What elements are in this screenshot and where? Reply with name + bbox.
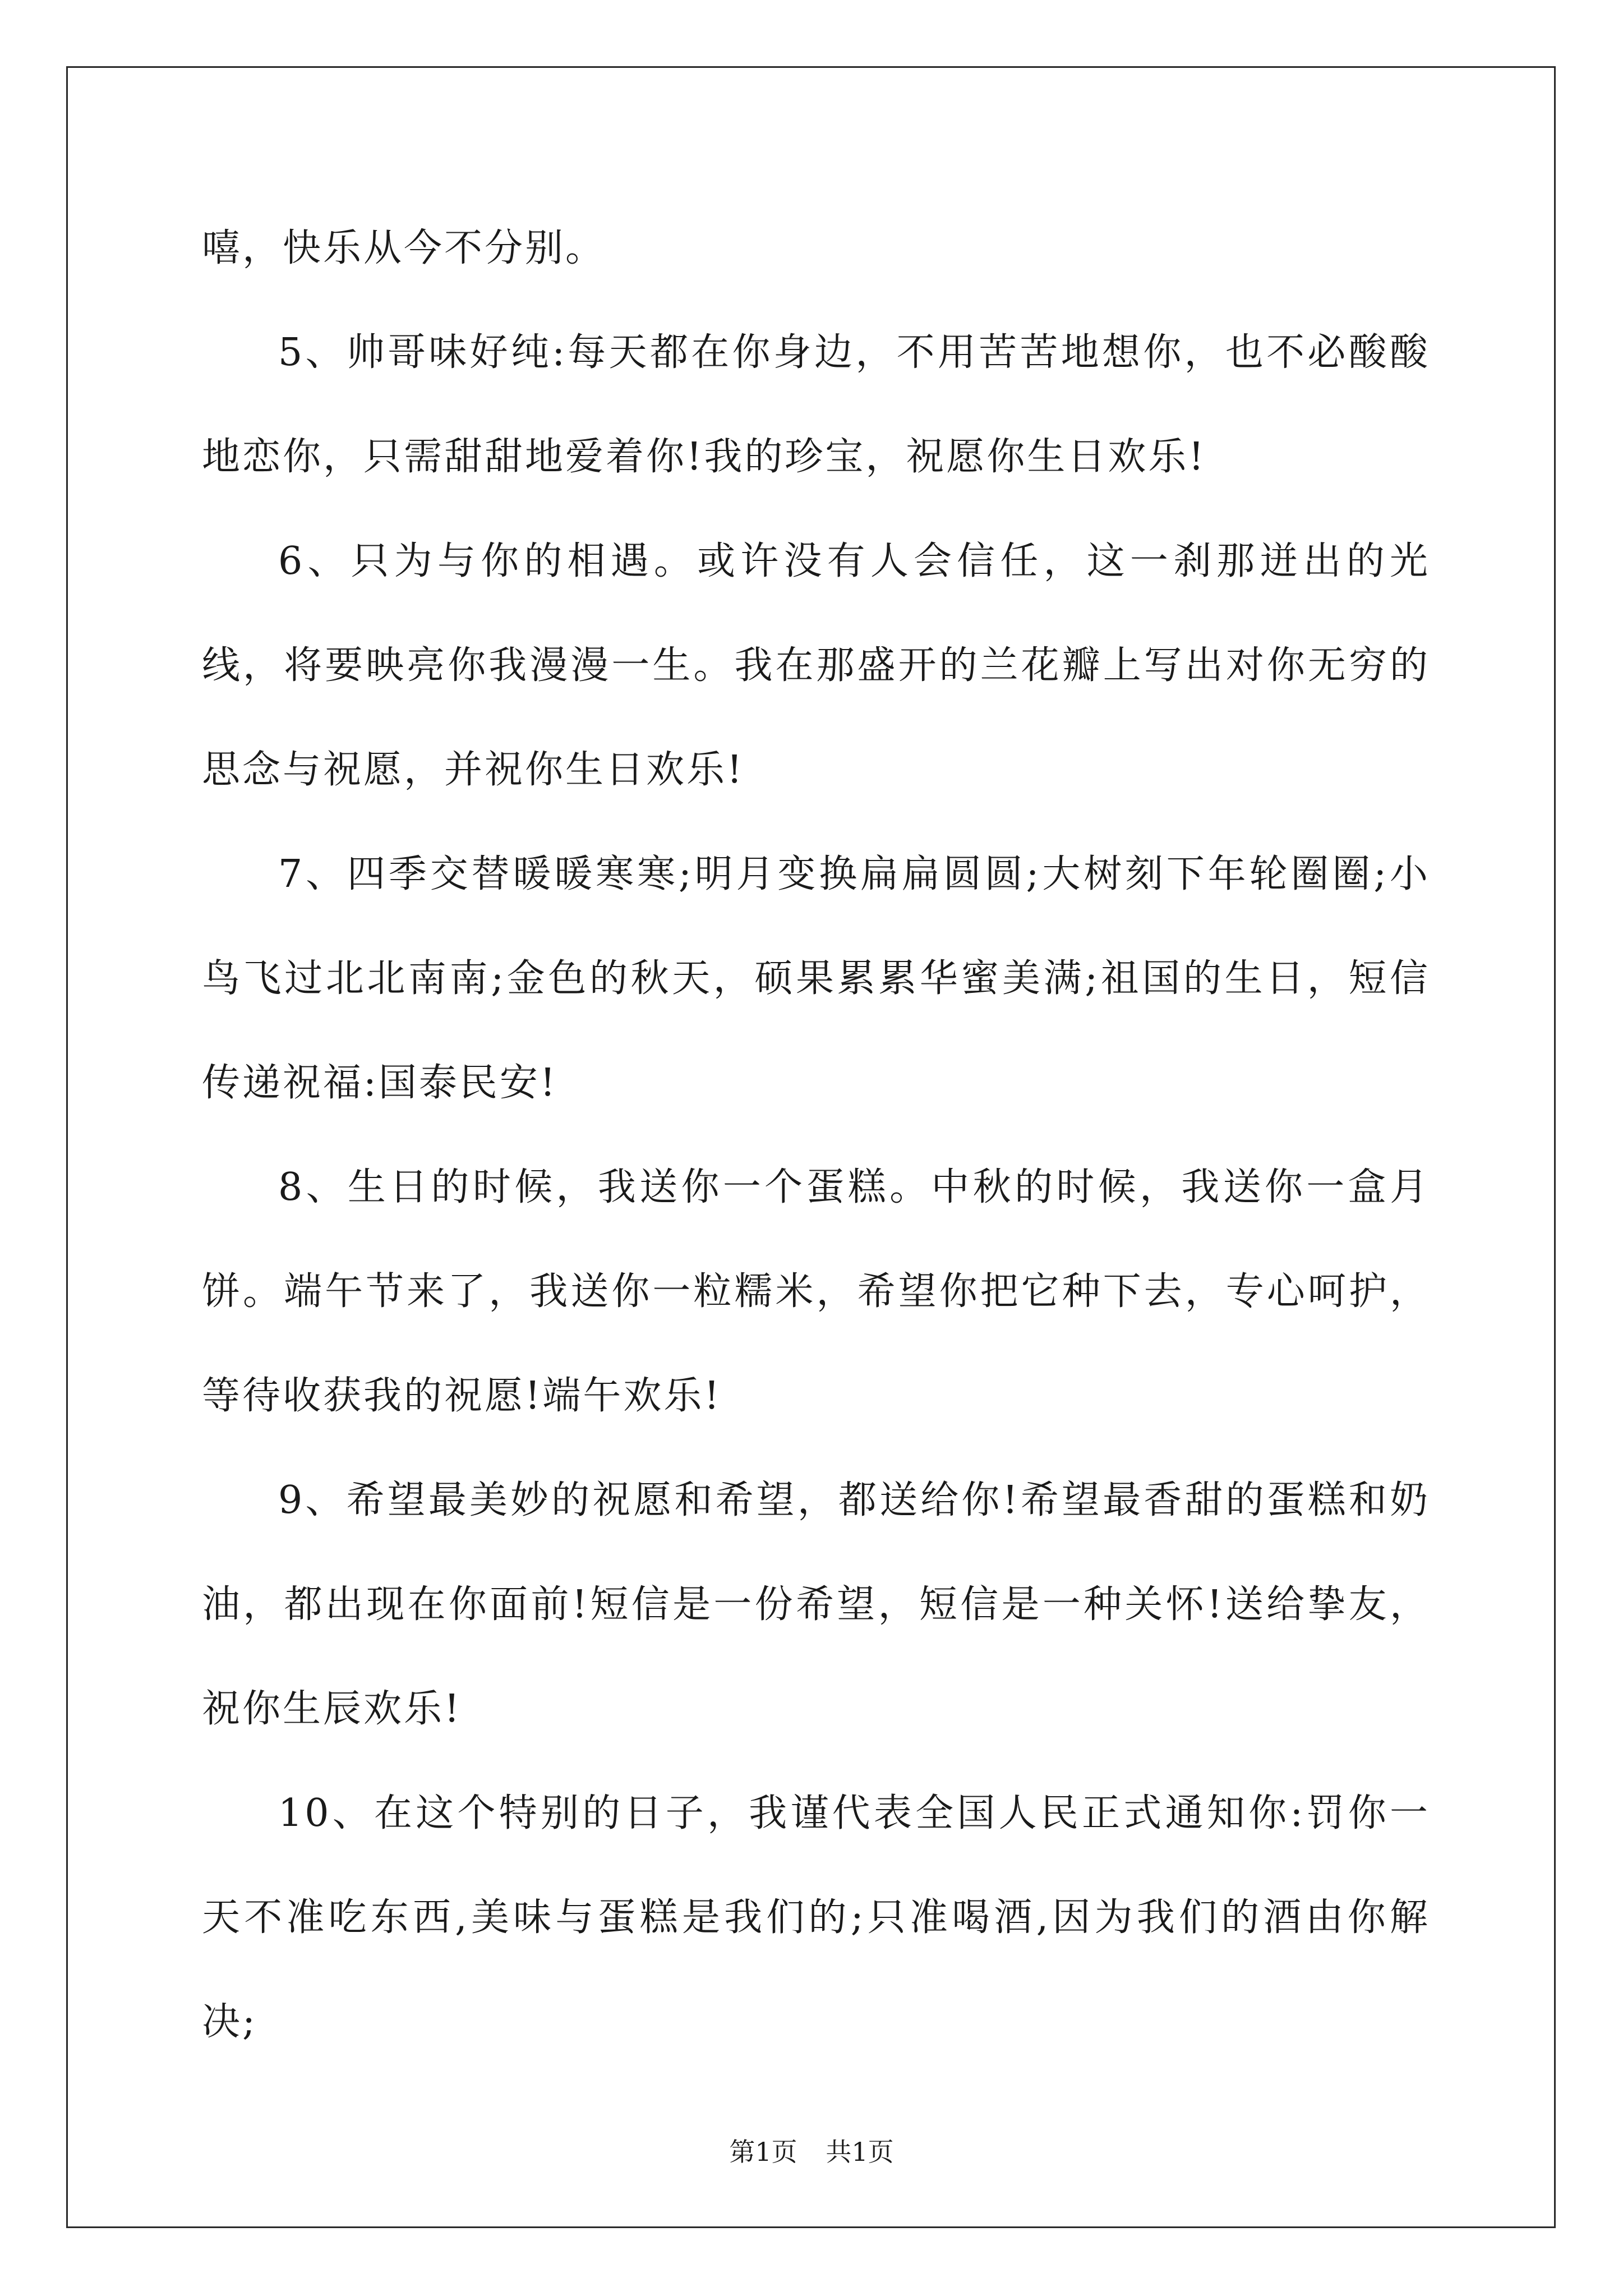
paragraph-5: 8、生日的时候，我送你一个蛋糕。中秋的时候，我送你一盒月饼。端午节来了，我送你一粒糯米，希望你把它种下去，专心呵护，等待收获我的祝愿!端午欢乐! [202,1165,1430,1418]
paragraph-2: 5、帅哥味好纯:每天都在你身边，不用苦苦地想你，也不必酸酸地恋你，只需甜甜地爱着你!我的珍宝，祝愿你生日欢乐! [202,330,1430,479]
paragraph-4: 7、四季交替暖暖寒寒;明月变换扁扁圆圆;大树刻下年轮圈圈;小鸟飞过北北南南;金色的秋天，硕果累累华蜜美满;祖国的生日，短信传递祝福:国泰民安! [202,852,1430,1105]
document-body [202,196,1430,2074]
page-number: 第1页 [729,2137,797,2167]
page-footer [0,2132,1623,2169]
paragraph-6: 9、希望最美妙的祝愿和希望，都送给你!希望最香甜的蛋糕和奶油，都出现在你面前!短信是一份希望，短信是一种关怀!送给挚友，祝你生辰欢乐! [202,1478,1430,1731]
paragraph-3: 6、只为与你的相遇。或许没有人会信任，这一刹那迸出的光线，将要映亮你我漫漫一生。我在那盛开的兰花瓣上写出对你无穷的思念与祝愿，并祝你生日欢乐! [202,539,1430,792]
paragraph-7: 10、在这个特别的日子，我谨代表全国人民正式通知你:罚你一天不准吃东西,美味与蛋糕是我们的;只准喝酒,因为我们的酒由你解决; [202,1791,1430,2044]
page-total: 共1页 [826,2137,894,2167]
paragraph-1: 嘻，快乐从今不分别。 [202,226,606,270]
